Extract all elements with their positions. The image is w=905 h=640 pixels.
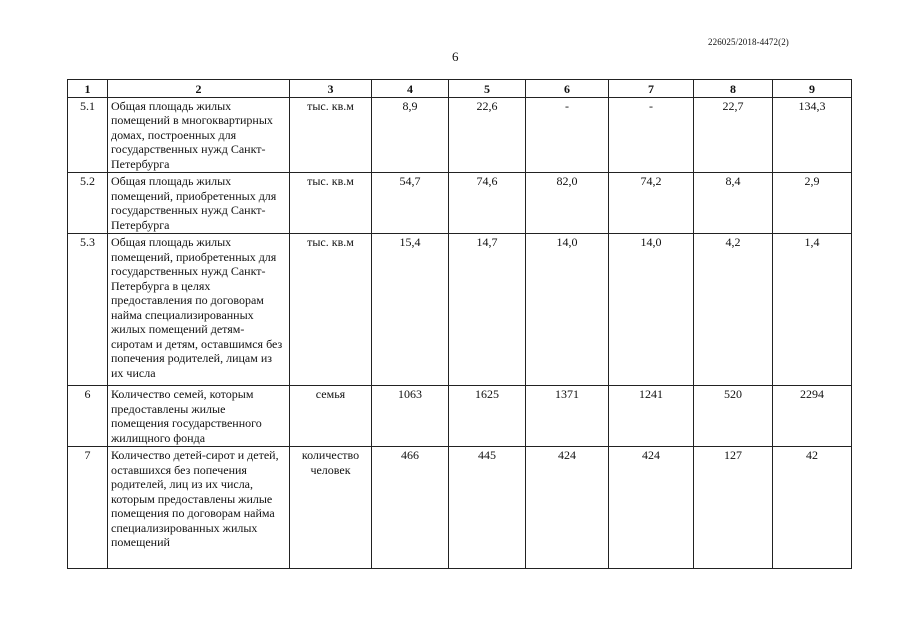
cell-value: 1063 [372, 386, 449, 447]
row-unit: тыс. кв.м [290, 173, 372, 234]
page-number: 6 [452, 49, 459, 64]
cell-value: 82,0 [526, 173, 609, 234]
cell-value: - [526, 97, 609, 173]
cell-value: 1241 [609, 386, 694, 447]
cell-value: 8,4 [694, 173, 773, 234]
column-header: 8 [694, 80, 773, 98]
cell-value: - [609, 97, 694, 173]
table-row [68, 386, 852, 447]
column-header: 4 [372, 80, 449, 98]
cell-value: 445 [449, 447, 526, 569]
cell-value: 22,6 [449, 97, 526, 173]
cell-value: 1625 [449, 386, 526, 447]
column-header: 9 [773, 80, 852, 98]
row-label: Общая площадь жилых помещений в многоквартирных домах, построенных для государственных нужд Санкт-Петербурга [108, 97, 290, 173]
column-header: 1 [68, 80, 108, 98]
table-header-row [68, 80, 852, 98]
row-number: 5.2 [68, 173, 108, 234]
row-label: Количество детей-сирот и детей, оставшихся без попечения родителей, лиц из их числа, которым предоставлены жилые помещения по договорам найма специализированных жилых помещений [108, 447, 290, 569]
cell-value: 127 [694, 447, 773, 569]
row-number: 5.3 [68, 234, 108, 386]
row-number: 5.1 [68, 97, 108, 173]
cell-value: 22,7 [694, 97, 773, 173]
cell-value: 466 [372, 447, 449, 569]
row-unit: количество человек [290, 447, 372, 569]
cell-value: 42 [773, 447, 852, 569]
cell-value: 14,0 [526, 234, 609, 386]
cell-value: 54,7 [372, 173, 449, 234]
cell-value: 14,0 [609, 234, 694, 386]
document-code: 226025/2018-4472(2) [708, 37, 789, 47]
row-unit: тыс. кв.м [290, 234, 372, 386]
row-unit: тыс. кв.м [290, 97, 372, 173]
cell-value: 15,4 [372, 234, 449, 386]
row-label: Общая площадь жилых помещений, приобретенных для государственных нужд Санкт-Петербурга [108, 173, 290, 234]
row-label: Общая площадь жилых помещений, приобретенных для государственных нужд Санкт-Петербурга в целях предоставления по договорам найма специализированных жилых помещений детям-сиротам и детям, оставшимся без попечения родителей, лицам из их числа [108, 234, 290, 386]
cell-value: 520 [694, 386, 773, 447]
cell-value: 14,7 [449, 234, 526, 386]
cell-value: 74,2 [609, 173, 694, 234]
table-row [68, 447, 852, 569]
cell-value: 1,4 [773, 234, 852, 386]
cell-value: 4,2 [694, 234, 773, 386]
table-row [68, 234, 852, 386]
indicators-table [67, 79, 852, 569]
column-header: 7 [609, 80, 694, 98]
cell-value: 424 [609, 447, 694, 569]
cell-value: 2,9 [773, 173, 852, 234]
row-number: 6 [68, 386, 108, 447]
cell-value: 8,9 [372, 97, 449, 173]
cell-value: 134,3 [773, 97, 852, 173]
cell-value: 74,6 [449, 173, 526, 234]
row-number: 7 [68, 447, 108, 569]
cell-value: 2294 [773, 386, 852, 447]
row-unit: семья [290, 386, 372, 447]
cell-value: 424 [526, 447, 609, 569]
column-header: 5 [449, 80, 526, 98]
column-header: 6 [526, 80, 609, 98]
cell-value: 1371 [526, 386, 609, 447]
table-row [68, 97, 852, 173]
column-header: 2 [108, 80, 290, 98]
row-label: Количество семей, которым предоставлены жилые помещения государственного жилищного фонда [108, 386, 290, 447]
column-header: 3 [290, 80, 372, 98]
table-row [68, 173, 852, 234]
